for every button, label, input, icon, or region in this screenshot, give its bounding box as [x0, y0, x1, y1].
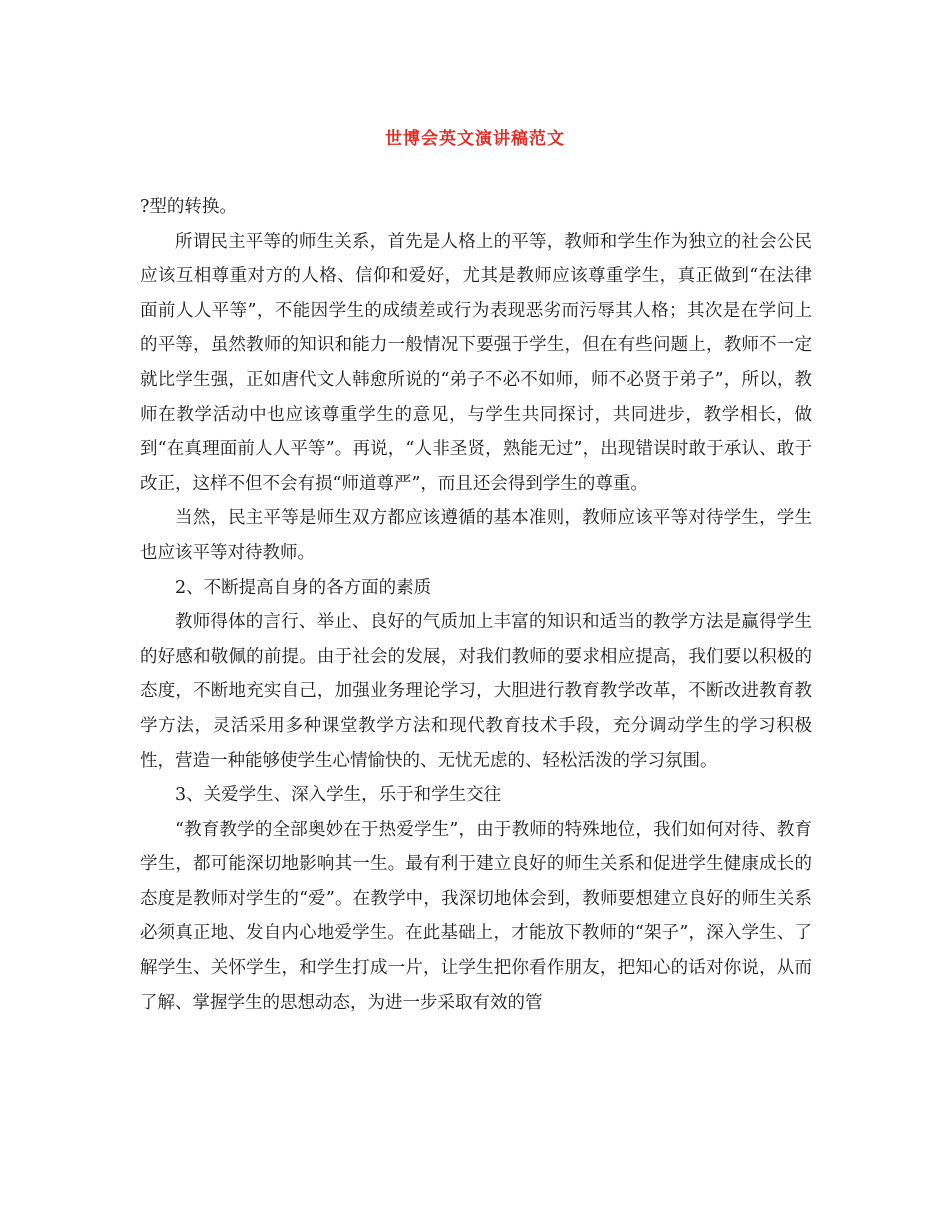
paragraph-3: 当然，民主平等是师生双方都应该遵循的基本准则，教师应该平等对待学生，学生也应该平等对待教师。 — [140, 508, 812, 563]
paragraph-4: 教师得体的言行、举止、良好的气质加上丰富的知识和适当的教学方法是赢得学生的好感和敬佩的前提。由于社会的发展，对我们教师的要求相应提高，我们要以积极的态度，不断地充实自己，加强业务理论学习，大胆进行教育教学改革，不断改进教育教学方法，灵活采用多种课堂教学方法和现代教育技术手段，充分调动学生的学习积极性，营造一种能够使学生心情愉快的、无忧无虑的、轻松活泼的学习氛围。 — [140, 612, 812, 771]
section-heading-2: 2、不断提高自身的各方面的素质 — [175, 577, 432, 598]
document-title: 世博会英文演讲稿范文 — [385, 129, 565, 149]
paragraph-2: 所谓民主平等的师生关系，首先是人格上的平等，教师和学生作为独立的社会公民应该互相尊重对方的人格、信仰和爱好，尤其是教师应该尊重学生，真正做到“在法律面前人人平等”，不能因学生的成绩差或行为表现恶劣而污辱其人格；其次是在学问上的平等，虽然教师的知识和能力一般情况下要强于学生，但在有些问题上，教师不一定就比学生强，正如唐代文人韩愈所说的“弟子不必不如师，师不必贤于弟子”，所以，教师在教学活动中也应该尊重学生的意见，与学生共同探讨，共同进步，教学相长，做到“在真理面前人人平等”。再说，“人非圣贤，熟能无过”，出现错误时敢于承认、敢于改正，这样不但不会有损“师道尊严”，而且还会得到学生的尊重。 — [140, 231, 812, 494]
paragraph-1: ?型的转换。 — [140, 197, 237, 217]
document-body — [140, 190, 812, 1020]
paragraph-5: “教育教学的全部奥妙在于热爱学生”，由于教师的特殊地位，我们如何对待、教育学生，都可能深切地影响其一生。最有利于建立良好的师生关系和促进学生健康成长的态度是教师对学生的“爱”。在教学中，我深切地体会到，教师要想建立良好的师生关系必须真正地、发自内心地爱学生。在此基础上，才能放下教师的“架子”，深入学生、了解学生、关怀学生，和学生打成一片，让学生把你看作朋友，把知心的话对你说，从而了解、掌握学生的思想动态，为进一步采取有效的管 — [140, 819, 812, 1013]
section-heading-3: 3、关爱学生、深入学生，乐于和学生交往 — [175, 785, 502, 806]
